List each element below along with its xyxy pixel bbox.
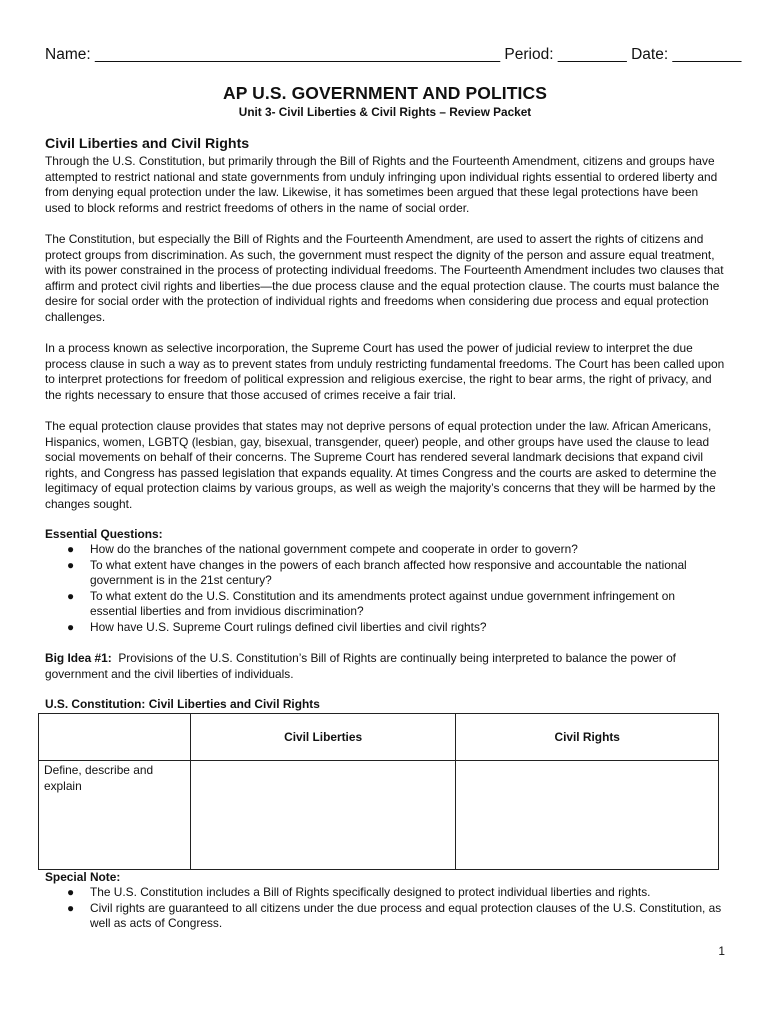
page-number: 1 — [718, 944, 725, 958]
bullet-icon: ● — [67, 619, 75, 634]
page-title: AP U.S. GOVERNMENT AND POLITICS — [223, 83, 547, 103]
big-idea-label: Big Idea #1: — [45, 651, 112, 665]
table-header-civil-liberties: Civil Liberties — [190, 714, 456, 761]
civil-rights-answer-cell[interactable] — [456, 761, 719, 870]
special-note-list — [45, 885, 725, 932]
list-item: ● How have U.S. Supreme Court rulings defined civil liberties and civil rights? — [67, 619, 487, 634]
table-caption: U.S. Constitution: Civil Liberties and Civil Rights — [45, 697, 320, 711]
special-note-heading: Special Note: — [45, 870, 121, 884]
bullet-icon: ● — [67, 588, 75, 603]
list-item: ● How do the branches of the national government compete and cooperate in order to govern? — [67, 542, 578, 556]
intro-paragraph-4: The equal protection clause provides that states may not deprive persons of equal protection under the law. African Americans, Hispanics, women, LGBTQ (lesbian, gay, bisexual, transgender, queer) people, and other groups have used the clause to lead social movements on behalf of their concerns. The Supreme Court has rendered several landmark decisions that expand civil rights, and Congress has passed legislation that expands equality. At times Congress and the courts are asked to determine the legitimacy of equal protection claims by various groups, as well as weigh the majority’s concerns that they will be harmed by the changes sought. — [45, 419, 717, 511]
intro-paragraph-2: The Constitution, but especially the Bill of Rights and the Fourteenth Amendment, are used to assert the rights of citizens and protect groups from discrimination. As such, the government must respect the dignity of the person and assure equal treatment, with its power constrained in the process of protecting individual freedoms. The Fourteenth Amendment includes two clauses that affirm and protect civil rights and liberties—the due process clause and the equal protection clause. The courts must balance the desire for social order with the protection of individual rights and freedoms when considering due process and equal protection challenges. — [45, 232, 724, 324]
bullet-icon: ● — [67, 885, 75, 899]
table-row-label: Define, describe and explain — [39, 761, 191, 870]
list-item: ● To what extent do the U.S. Constitution and its amendments protect against undue government infringement on essential liberties and from invidious discrimination? — [67, 588, 675, 619]
list-item: ● The U.S. Constitution includes a Bill of Rights specifically designed to protect individual liberties and rights. — [67, 885, 651, 899]
name-period-date-line: Name: _______________________________________________ Period: ________ Date: ________ — [45, 46, 742, 63]
bullet-icon: ● — [67, 542, 75, 556]
essential-questions-heading: Essential Questions: — [45, 527, 163, 541]
essential-questions-list — [45, 542, 725, 636]
big-idea — [45, 651, 725, 682]
section-heading: Civil Liberties and Civil Rights — [45, 136, 250, 152]
bullet-icon: ● — [67, 557, 75, 572]
list-item: ● Civil rights are guaranteed to all citizens under the due process and equal protection clauses of the U.S. Constitution, as well as acts of Congress. — [67, 900, 722, 931]
table-header-civil-rights: Civil Rights — [456, 714, 719, 761]
bullet-icon: ● — [67, 900, 75, 915]
civil-liberties-answer-cell[interactable] — [190, 761, 456, 870]
page-subtitle: Unit 3- Civil Liberties & Civil Rights – Review Packet — [238, 105, 532, 119]
intro-paragraph-3: In a process known as selective incorporation, the Supreme Court has used the power of judicial review to interpret the due process clause in such a way as to prevent states from unduly restricting fundamental freedoms. The Court has been called upon to interpret protections for freedom of political expression and religious exercise, the right to bear arms, the right of privacy, and the rights necessary to ensure that those accused of crimes receive a fair trial. — [45, 341, 725, 402]
table-header-empty — [39, 714, 191, 761]
big-idea-text: Provisions of the U.S. Constitution’s Bill of Rights are continually being interpreted to balance the power of government and the civil liberties of individuals. — [45, 651, 680, 681]
list-item: ● To what extent have changes in the powers of each branch affected how responsive and accountable the national government is in the 21st century? — [67, 557, 687, 588]
civil-liberties-rights-table — [38, 713, 719, 870]
intro-paragraph-1: Through the U.S. Constitution, but primarily through the Bill of Rights and the Fourteenth Amendment, citizens and groups have attempted to restrict national and state governments from unduly infringing upon individual rights essential to ordered liberty and from denying equal protection under the law. Likewise, it has sometimes been argued that these legal protections have been used to block reforms and restrict freedoms of others in the name of social order. — [45, 154, 718, 215]
